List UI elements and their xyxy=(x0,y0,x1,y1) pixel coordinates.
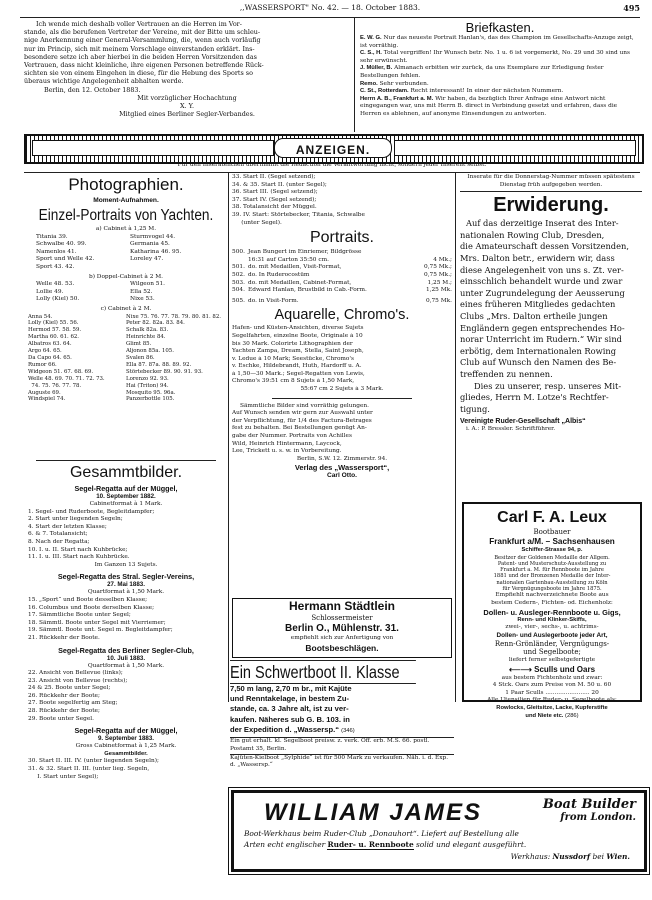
gesamt-item: I. Start unter Segel); xyxy=(28,773,99,780)
aquarelle-line: Segelfahrten, einzelne Boote, Originale à 10 xyxy=(232,332,363,339)
schwertboot-line: stande, ca. 3 Jahre alt, ist zu ver- xyxy=(230,704,349,714)
erwiderung-line: erbötig, dem Internationalen Rowing xyxy=(460,345,617,356)
yacht-entry: Lolly (Kiel) 50. xyxy=(36,296,80,303)
cab-a-label: a) Cabinet à 1,25 M. xyxy=(95,226,157,232)
letter-line: besondere setze ich aber hierbei in die beiden Herren Vorsitzenden das xyxy=(24,52,257,61)
small-ad: Kajüten-Kielboot „Sylphide“ ist für 500 Mark zu verkaufen. Näh. i. d. Exp. d. „Wassersp.“ xyxy=(230,754,449,769)
gesamt-item: 21. Rückkehr der Boote. xyxy=(28,634,100,641)
schwertboot-text xyxy=(230,684,454,735)
notice-line: Auf Wunsch senden wir gern zur Auswahl unter xyxy=(232,410,373,417)
staedtlein-name: Hermann Städtlein xyxy=(288,599,396,613)
erwiderung-line: Dies zu unserer, resp. unseres Mit- xyxy=(474,380,622,391)
leux-dollen: Dollen- u. Ausleger-Rennboote u. Gigs, xyxy=(483,607,621,617)
gesamt-sub: Gesammtbilder. xyxy=(104,750,148,757)
portraits-title: Portraits. xyxy=(309,229,374,247)
gesamt-item: 15. „Sport“ und Boote desselben Klasse; xyxy=(28,596,148,603)
leux-street: Schiffer-Strasse 94, p. xyxy=(521,547,583,553)
portrait-price: 0,75 Mk. xyxy=(425,297,452,304)
letter-line: nige Anerkennung einer General-Versammlung, die, wenn auch vorläufig xyxy=(24,36,261,45)
gesamt-item: 28. Rückkehr der Boote; xyxy=(28,708,100,715)
erwiderung-line: gliedes, Herrn M. Lotze's Rechtfer- xyxy=(460,392,609,403)
leux-sculls xyxy=(464,665,640,675)
james-l2c: solid und elegant ausgeführt. xyxy=(416,840,527,849)
gesamt-format: Cabinetformat à 1 Mark. xyxy=(89,501,163,507)
staedtlein-trade: Schlossermeister xyxy=(311,614,373,622)
leux-medal-line: 1881 und der Bronzenen Medaille der Inter- xyxy=(493,573,611,580)
leux-name: Carl F. A. Leux xyxy=(497,509,607,526)
notice-text xyxy=(232,403,452,464)
erwiderung-line: tigung. xyxy=(460,403,490,414)
gesamt-section-date: 10. September 1882. xyxy=(96,493,156,500)
leux-niete xyxy=(464,713,640,721)
cab-c-left xyxy=(28,314,126,404)
gesamt-format: Gross Cabinetformat à 1,25 Mark. xyxy=(75,743,177,750)
aquarelle-line: Hafen- und Küsten-Ansichten, diverse Sujets xyxy=(232,325,364,332)
gesamt-title: Gesammtbilder. xyxy=(69,464,183,481)
james-l3a: Werkhaus: xyxy=(510,852,551,861)
section-rule xyxy=(36,460,216,461)
james-l2a: Arten echt englischer xyxy=(244,840,326,849)
header-title: ,,WASSERSPORT" No. 42. — 18. October 1883. xyxy=(239,3,421,12)
portrait-row xyxy=(232,280,452,288)
portrait-text: do. In Ruderocostüm xyxy=(248,271,310,278)
gesamt-item: 26. Rückkehr der Boote; xyxy=(28,692,100,699)
yacht-entry: Ella 87. 87a. 88. 89. 92. xyxy=(126,361,192,368)
yacht-entry: Sport 43. 42. xyxy=(36,263,75,270)
gesamt-format: Quartformat à 1,50 Mark. xyxy=(87,662,165,669)
leux-ad xyxy=(462,502,642,719)
cab-a-right xyxy=(130,234,224,272)
notice-line: gabe der Nummer. Portraits von Achilles xyxy=(232,433,352,440)
yacht-entry: 74. 75. 76. 77. 78. xyxy=(28,382,82,389)
verlag-owner: Carl Otto. xyxy=(326,472,358,480)
portrait-text: do. in Visit-Form. xyxy=(248,297,299,304)
gesamt-item: 39. IV. Start: Störtebecker, Titania, Schwalbe xyxy=(232,211,365,218)
yacht-entry: Da Capo 64. 65. xyxy=(28,354,72,361)
portrait-text: do. mit Medaillen, Visit-Format, xyxy=(248,264,342,271)
portrait-number: 501. xyxy=(232,264,245,271)
page-number: 495 xyxy=(623,3,640,13)
notice-line: Sämmtliche Bilder sind vorräthig gelungen. xyxy=(240,402,369,409)
gesamt-items xyxy=(28,758,224,781)
club-name: Vereinigte Ruder-Gesellschaft „Albis“ xyxy=(460,418,586,426)
yacht-entry: Heinrichte 84. xyxy=(126,334,166,341)
letter-line: Ich wende mich deshalb voller Vertrauen an die Herren im Vor- xyxy=(36,20,242,28)
portrait-text: Edward Hanlan, Brustbild in Cab.-Form. xyxy=(248,287,367,294)
scull-icon: ⟵⟶ xyxy=(508,664,532,674)
yacht-entry: Panzerbottle 105. xyxy=(126,396,175,403)
schwertboot-title: Ein Schwertboot II. Klasse xyxy=(230,660,416,684)
gesamt-item: 37. Start IV. (Segel setzend); xyxy=(232,196,317,203)
james-l3d: Wien. xyxy=(606,852,630,861)
leux-medal-line: für Vergnügungsboote im Jahre 1875. xyxy=(502,586,602,593)
yacht-entry: Germania 45. xyxy=(130,241,170,248)
erwiderung-line: nationalen Rowing Club, Dresden, xyxy=(460,229,605,240)
aquarelle-line: à 1,50—30 Mark.; Segel-Regatten von Lewis, xyxy=(232,370,365,377)
leux-emp2: bestem Cedern-, Fichten- od. Eichenholz: xyxy=(491,599,613,606)
leux-emp: Empfiehlt nachverzeichnete Boote aus xyxy=(495,592,609,599)
column-divider xyxy=(455,172,456,702)
james-name xyxy=(264,799,524,827)
yacht-entry: Störtebecker 89. 90. 91. 93. xyxy=(126,368,203,375)
yacht-entry: Loreley 47. xyxy=(130,256,164,263)
yacht-entry: Lolly (Kiel) 55. 56. xyxy=(28,320,79,327)
erwiderung-line: treffenden zu nennen. xyxy=(460,368,553,379)
ad-code: (346) xyxy=(341,727,355,734)
briefkasten xyxy=(360,20,640,119)
photo-title: Photographien. xyxy=(68,175,184,194)
aquarelle-line: Chromo's 39:51 cm 8 Sujets à 1,50 Mark, xyxy=(232,378,355,385)
leux-medal-line: Frankfurt a. M. für Rennboote im Jahre xyxy=(500,567,604,574)
header-rule xyxy=(20,17,640,18)
gesamt-item: 36. Start III. (Segel setzend); xyxy=(232,189,318,196)
portrait-row xyxy=(232,272,452,280)
portrait-number: 505. xyxy=(232,297,245,304)
portrait-row xyxy=(232,249,452,257)
gesamt-item: 33. Start II. (Segel setzend); xyxy=(232,174,316,180)
banner-inner-left xyxy=(32,140,274,156)
gesamt-section-head: Segel-Regatta auf der Müggel, xyxy=(74,484,178,493)
leux-groen: Renn-Grönländer, Vergnügungs- xyxy=(494,639,610,648)
leux-renn: Renn- und Klinker-Skiffs, xyxy=(517,616,587,623)
leux-rowlocks: Rowlocks, Gleitsitze, Lacke, Kupferstifte xyxy=(496,704,608,711)
portrait-row xyxy=(232,298,452,306)
right-column xyxy=(460,174,642,434)
erwiderung-line: einsschlich behandelt wurde und zwar xyxy=(460,276,623,287)
divider xyxy=(272,398,412,399)
leux-sculls-text: Sculls und Oars xyxy=(534,664,596,674)
portrait-price: 4 Mk.; xyxy=(433,256,452,263)
anzeigen-note: Für den Inseratentheil übernimmt die Redaction die Verantwortung nicht, sondern jeder Inserent selbst. xyxy=(177,162,487,168)
james-tag2: from London. xyxy=(560,812,636,823)
yacht-entry: Aljonon 85a. 105. xyxy=(126,348,174,355)
briefkasten-entry: C. S., H. Total vergriffen! Ihr Wunsch betr. No. 1 u. 6 ist vorgemerkt, No. 29 und 30 sind uns sehr erwünscht. xyxy=(360,50,631,64)
letter-block xyxy=(24,20,350,118)
yacht-entry: Peter 82. 82a. 83. 84. xyxy=(126,320,185,327)
leux-fichten: aus bestem Fichtenholz und zwar: xyxy=(501,674,603,681)
leux-medals xyxy=(464,555,640,593)
yacht-entry: Schalk 82a. 83. xyxy=(126,327,169,334)
portrait-price: 1,25 M.; xyxy=(427,279,452,286)
portrait-number: 500. xyxy=(232,249,245,256)
yacht-entry: Argo 64. 65. xyxy=(28,348,62,355)
gesamt-item: 18. Sämmtl. Boote unter Segel mit Vierriemer; xyxy=(28,619,166,626)
portrait-number: 504. xyxy=(232,287,245,294)
yacht-entry: Albatros 63. 64. xyxy=(28,341,72,348)
cab-b-list xyxy=(28,281,224,304)
erwiderung-line: unter Zugrundelegung der Aeusserung xyxy=(460,287,625,298)
yacht-entry: Katharina 46. 95. xyxy=(130,248,182,255)
anzeigen-banner xyxy=(24,134,644,164)
leux-medal-line: nationalen Gartenbau-Ausstellung zu Köln xyxy=(496,579,608,586)
portrait-text: Jean Bungert im Einriemer, Bildgrösse xyxy=(248,249,362,256)
photo-moment: Moment-Aufnahmen. xyxy=(93,197,159,204)
notice-line: Wild, Heinrich Hintermann, Laycock, xyxy=(232,440,342,447)
yacht-entry: Wilgeon 51. xyxy=(130,281,165,288)
schwertboot-line: 7,50 m lang, 2,70 m br., mit Kajüte xyxy=(230,684,352,693)
leux-zwei: zwei-, vier-, sechs-, u. achtrims- xyxy=(505,624,599,631)
gesamt-item: 30. Start II. III. IV. (unter liegenden Segeln); xyxy=(28,758,159,765)
yacht-entry: Anna 54. xyxy=(28,313,53,320)
gesamt-item: 31. & 32. Start II. III. (unter lieg. Segeln, xyxy=(28,766,150,773)
column-divider xyxy=(228,172,229,702)
letter-line: stande, als die berufenen Vertreter der Vereine, mit der Bitte um schleu- xyxy=(24,28,261,37)
erwiderung-line: Mrs. Dalton betr., erwidern wir, dass xyxy=(460,252,615,263)
portrait-row xyxy=(232,257,452,265)
schwertboot-line xyxy=(230,725,454,736)
gesamt-item: 16. Columbus und Boote derselben Klasse; xyxy=(28,604,155,611)
photo-einzel: Einzel-Portraits von Yachten. xyxy=(38,207,214,224)
letter-signature-note: Mitglied eines Berliner Segler-Verbandes. xyxy=(119,110,255,119)
yacht-entry: Schwalbe 40. 99. xyxy=(36,241,87,248)
portrait-price: 0,75 Mk.; xyxy=(424,264,452,271)
letter-date: Berlin, den 12. October 1883. xyxy=(44,85,141,94)
cab-a-left xyxy=(36,234,130,272)
aquarelle-line: v. Eschke, Hildebrandt, Huth, Hardorff u. A. xyxy=(232,363,362,370)
letter-closing: Mit vorzüglicher Hochachtung xyxy=(137,93,237,102)
william-james-ad xyxy=(231,790,647,872)
gesamt-section-date: 10. Juli 1883. xyxy=(106,654,146,662)
leux-liefert: liefert ferner selbstgefertigte xyxy=(508,656,596,663)
yacht-entry: Welle 48. 53. xyxy=(36,281,75,288)
gesamt-item: (unter Segel). xyxy=(232,219,282,226)
gesamt-item: Im Ganzen 13 Sujets. xyxy=(94,561,158,568)
briefkasten-entry: Herrn A. B., Frankfurt a. M. Wir haben, da bezüglich Ihrer Anfrage eine Antwort nicht eingegangen war, uns mit Herrn B. direct in Verbindung gesetzt und erfahren, dass die Herren es ablehnen, auf anonyme Einsendungen zu antworten. xyxy=(360,95,618,117)
erwiderung-line: die Amateurschaft dessen Vorsitzenden, xyxy=(460,241,630,252)
yacht-entry: Titania 39. xyxy=(36,233,68,240)
gesamt-column xyxy=(28,462,224,781)
ad-code: (286) xyxy=(565,712,579,719)
cab-c-label: c) Cabinet à 2 M. xyxy=(100,305,152,312)
gesamt-section-head: Segel-Regatta des Berliner Segler-Club, xyxy=(58,645,194,655)
yacht-entry: Hai (Triton) 94. xyxy=(126,382,169,389)
yacht-entry: Martha 60. 61. 62. xyxy=(28,334,80,341)
portrait-row xyxy=(232,287,452,295)
yacht-entry: Rumor 66. xyxy=(28,361,57,368)
leux-segel: und Segelboote; xyxy=(523,648,581,657)
james-l3c: bei xyxy=(592,852,604,861)
briefkasten-entry: C. St., Rotterdam. Recht interessant! In einer der nächsten Nummern. xyxy=(360,88,564,95)
leux-dollen2: Dollen- und Auslegerboote jeder Art, xyxy=(496,631,608,639)
james-tagline xyxy=(506,797,636,824)
gesamt-item: 4. Start der letzten Klasse; xyxy=(28,523,107,530)
yacht-entry: Lorenzo 92. 93. xyxy=(126,375,169,382)
yacht-entry: Auguste 69. xyxy=(28,389,61,396)
anzeigen-title: ANZEIGEN. xyxy=(295,143,371,157)
leux-medal-line: Patent- und Musterschutz-Ausstellung zu xyxy=(497,560,607,567)
leux-pair: 1 Paar Sculls ........................ 20 xyxy=(505,689,599,696)
gesamt-item: 2. Start unter liegenden Segeln; xyxy=(28,516,123,523)
gesamt-item: 23. Ansicht von Bellevue (rechts); xyxy=(28,677,128,684)
portraits-list xyxy=(232,249,452,305)
schwertboot-ad xyxy=(230,660,454,770)
letter-line: nur im Princip, sich mit meinem Vorschlage einverstanden erklärt. Ins- xyxy=(24,44,255,53)
column-divider xyxy=(354,18,355,132)
portrait-row xyxy=(232,264,452,272)
cab-b-left xyxy=(36,281,130,304)
gesamt-section-head: Segel-Regatta des Stral. Segler-Vereins, xyxy=(57,572,195,582)
staedtlein-recommend: empfiehlt sich zur Anfertigung von xyxy=(290,635,394,641)
banner-title-box xyxy=(274,138,392,158)
gesamt-item: 38. Totalansicht der Müggel. xyxy=(232,204,317,211)
photo-column xyxy=(28,174,224,403)
aquarelle-title: Aquarelle, Chromo's. xyxy=(274,307,410,324)
yacht-entry: Widgeon 51. 67. 68. 69. xyxy=(28,368,94,375)
erwiderung-text xyxy=(460,218,642,415)
staedtlein-product: Bootsbeschlägen. xyxy=(305,642,379,653)
erwiderung-line: norar Unterricht im Rudern.“ Wir sind xyxy=(460,334,622,345)
aquarelle-line: bis 30 Mark. Colorirte Lithographien der xyxy=(232,340,353,347)
cab-b-label: b) Doppel-Cabinet à 2 M. xyxy=(88,273,164,280)
gesamt-item: 34. & 35. Start II. (unter Segel); xyxy=(232,181,327,188)
gesamt-item: 27. Boote segelfertig am Steg; xyxy=(28,700,118,707)
gesamt-item: 6. & 7. Totalansicht; xyxy=(28,531,88,538)
portrait-number: 502. xyxy=(232,271,245,278)
portrait-price: 0,75 Mk.; xyxy=(424,271,452,278)
yacht-entry: Sport und Welle 42. xyxy=(36,256,95,263)
gesamt-section-date: 9. September 1883. xyxy=(97,735,155,743)
cab-c-list xyxy=(28,314,224,404)
notice-line: Lee, Trickett u. s. w. in Vorbereitung. xyxy=(232,448,342,455)
schwertboot-line: und Renntakelage, in bestem Zu- xyxy=(230,694,349,704)
gesamt-items xyxy=(28,670,224,723)
yacht-entry: Hermod 57. 58. 59. xyxy=(28,327,82,334)
erwiderung-title: Erwiderung. xyxy=(493,194,609,217)
james-name-text: WILLIAM JAMES xyxy=(264,799,482,826)
yacht-entry: Svalen 86. xyxy=(126,354,155,361)
yacht-entry: Glimt 85. xyxy=(126,341,152,348)
leux-stock: 4 Stck. Oars zum Preise von M. 50 u. 60 xyxy=(492,682,612,689)
portrait-text: 16:31 auf Carton 35:50 cm. xyxy=(248,256,329,263)
erwiderung-line: Clubs „Mrs. Dalton ertheile jungen xyxy=(460,310,608,321)
leux-city: Frankfurt a/M. – Sachsenhausen xyxy=(489,537,615,546)
leux-alle: Alle Utensilien für Ruder- u. Segelboote als: xyxy=(487,697,617,704)
james-line-1: Boot-Werkhaus beim Ruder-Club „Donauhort“. Liefert auf Bestellung alle xyxy=(244,829,519,838)
gesamt-section-head: Segel-Regatta auf der Müggel, xyxy=(74,726,178,736)
letter-line: sichten sie von einem Eingehen in diese, für die Hebung des Sports so xyxy=(24,69,253,78)
gesamt-item: 11. I. u. III. Start nach Kuhbrücke. xyxy=(28,554,130,561)
james-line-3 xyxy=(511,852,630,862)
briefkasten-entry: J. Müller, B. Almanach erbitten wir zurück, da uns Exemplare zur Erledigung fester Bestellungen fehlen. xyxy=(360,65,604,79)
club-sign: i. A.: P. Bressler. Schriftführer. xyxy=(466,426,556,433)
yacht-entry: Sturmvogel 44. xyxy=(130,233,176,240)
gesamt-item: 17. Sämmtliche Boote unter Segel; xyxy=(28,612,131,619)
staedtlein-ad xyxy=(232,598,452,658)
yacht-entry: Windspiel 74. xyxy=(28,396,66,403)
yacht-entry: Mosquito 95. 96a. xyxy=(126,389,176,396)
gesamt-section-date: 27. Mai 1883. xyxy=(107,581,145,589)
notice-line: fest zu behalten. Bei Bestellungen genügt An- xyxy=(232,425,367,432)
yacht-entry: Nixe 53. xyxy=(130,296,155,303)
gesamt-items xyxy=(28,509,224,570)
portrait-price: 1,25 Mk. xyxy=(425,287,452,294)
gesamt-item: 19. Sämmtl. Boote unt. Segel m. Begleitdampfer; xyxy=(28,627,173,634)
middle-column xyxy=(232,174,452,480)
small-ad: Ein gut erhalt. kl. Segelboot preisw. z. verk. Off. erb. M.S. 66. postl. Postamt 35, Berlin. xyxy=(230,738,430,752)
portrait-text: do. mit Medaillen, Cabinet-Format, xyxy=(248,279,352,286)
portrait-number: 503. xyxy=(232,279,245,286)
schwertboot-last: der Expedition d. „Wassersp.“ xyxy=(230,724,340,734)
gesamt-item: 1. Segel- und Ruderboote, Begleitdampfer; xyxy=(28,508,155,515)
aquarelle-text xyxy=(232,325,452,393)
briefkasten-entry: Remo. Sehr verbunden. xyxy=(360,80,429,87)
yacht-entry: Namenlos 41. xyxy=(36,248,77,255)
cab-b-right xyxy=(130,281,224,304)
portrait-number xyxy=(232,257,248,265)
gesamt-item: 8. Nach der Regatta; xyxy=(28,538,90,545)
yacht-entry: Ella 52. xyxy=(130,288,153,295)
yacht-entry: Lollie 49. xyxy=(36,288,64,295)
james-l2b: Ruder- u. Rennboote xyxy=(327,840,414,849)
james-line-2 xyxy=(244,840,636,850)
running-header xyxy=(0,4,652,16)
leux-trade: Bootbauer xyxy=(533,528,571,536)
address: Berlin, S.W. 12. Zimmerstr. 94. xyxy=(296,455,388,462)
gesamt-format: Quartformat à 1,50 Mark. xyxy=(87,589,165,596)
briefkasten-title: Briefkasten. xyxy=(465,20,535,35)
aquarelle-line: 55:67 cm 2 Sujets à 3 Mark. xyxy=(300,386,384,393)
gesamt-item: 10. I. u. II. Start nach Kuhbrücke; xyxy=(28,546,128,553)
aquarelle-line: Yachten Zampa, Dream, Stella, Saint Joseph, xyxy=(232,348,364,355)
verlag: Verlag des „Wassersport“, xyxy=(294,463,390,473)
gesamt-item: 22. Ansicht von Bellevue (links); xyxy=(28,670,123,677)
letter-line: überaus wichtige Angelegenheit abhalten werde. xyxy=(24,77,184,86)
gesamt-item: 24 & 25. Boote unter Segel; xyxy=(28,685,111,692)
banner-inner-right xyxy=(394,140,636,156)
letter-line: Vertrauen, dass nicht kleinliche, ihre eigenen Personen betreffende Rück- xyxy=(24,61,264,70)
cab-c-right xyxy=(126,314,224,404)
leux-medal-line: Besitzer der Goldenen Medaille der Allgem. xyxy=(494,554,610,561)
james-l3b: Nussdorf xyxy=(552,852,591,861)
notice-line: der Verpflichtung, für 1/4 des Factura-Betrages xyxy=(232,417,372,424)
erwiderung-line: eines früheren Mitgliedes gedachten xyxy=(460,299,616,310)
erwiderung-line: diese Angelegenheit von uns s. Zt. ver- xyxy=(460,264,624,275)
yacht-entry: Welle 48. 69. 70. 71. 72. 73. xyxy=(28,375,105,382)
erwiderung-line: Club auf Wunsch den Namen des Be- xyxy=(460,357,617,368)
yacht-entry: Nixe 75. 76. 77. 78. 79. 80. 81. 82. xyxy=(126,313,221,320)
aquarelle-line: v. Ledue à 10 Mark; Seestücke, Chromo's xyxy=(232,355,354,362)
schwertboot-line: kaufen. Näheres sub G. B. 103. in xyxy=(230,714,350,724)
ads-rule xyxy=(24,172,640,173)
gesamt-continued xyxy=(232,174,452,227)
letter-signature: X. Y. xyxy=(179,102,195,111)
staedtlein-address: Berlin O., Mühlenstr. 31. xyxy=(285,623,399,634)
erwiderung-line: Engländern gegen entsprechendes Ho- xyxy=(460,322,625,333)
erwiderung-line: Auf das derzeitige Inserat des Inter- xyxy=(466,218,619,229)
gesamt-item: 29. Boote unter Segel. xyxy=(28,715,94,722)
james-tag1: Boat Builder xyxy=(542,797,636,812)
deadline-note: Inserate für die Donnerstag-Nummer müssen spätestens Dienstag früh aufgegeben werden. xyxy=(460,174,642,192)
gesamt-items xyxy=(28,597,224,643)
leux-niete-text: und Niete etc. xyxy=(525,712,564,719)
briefkasten-entry: E. W. G. Nur das neueste Portrait Hanlan's, das des Champion im Gesellschafts-Anzuge zeigt, ist vorräthig. xyxy=(360,35,634,49)
cab-a-list xyxy=(28,234,224,272)
